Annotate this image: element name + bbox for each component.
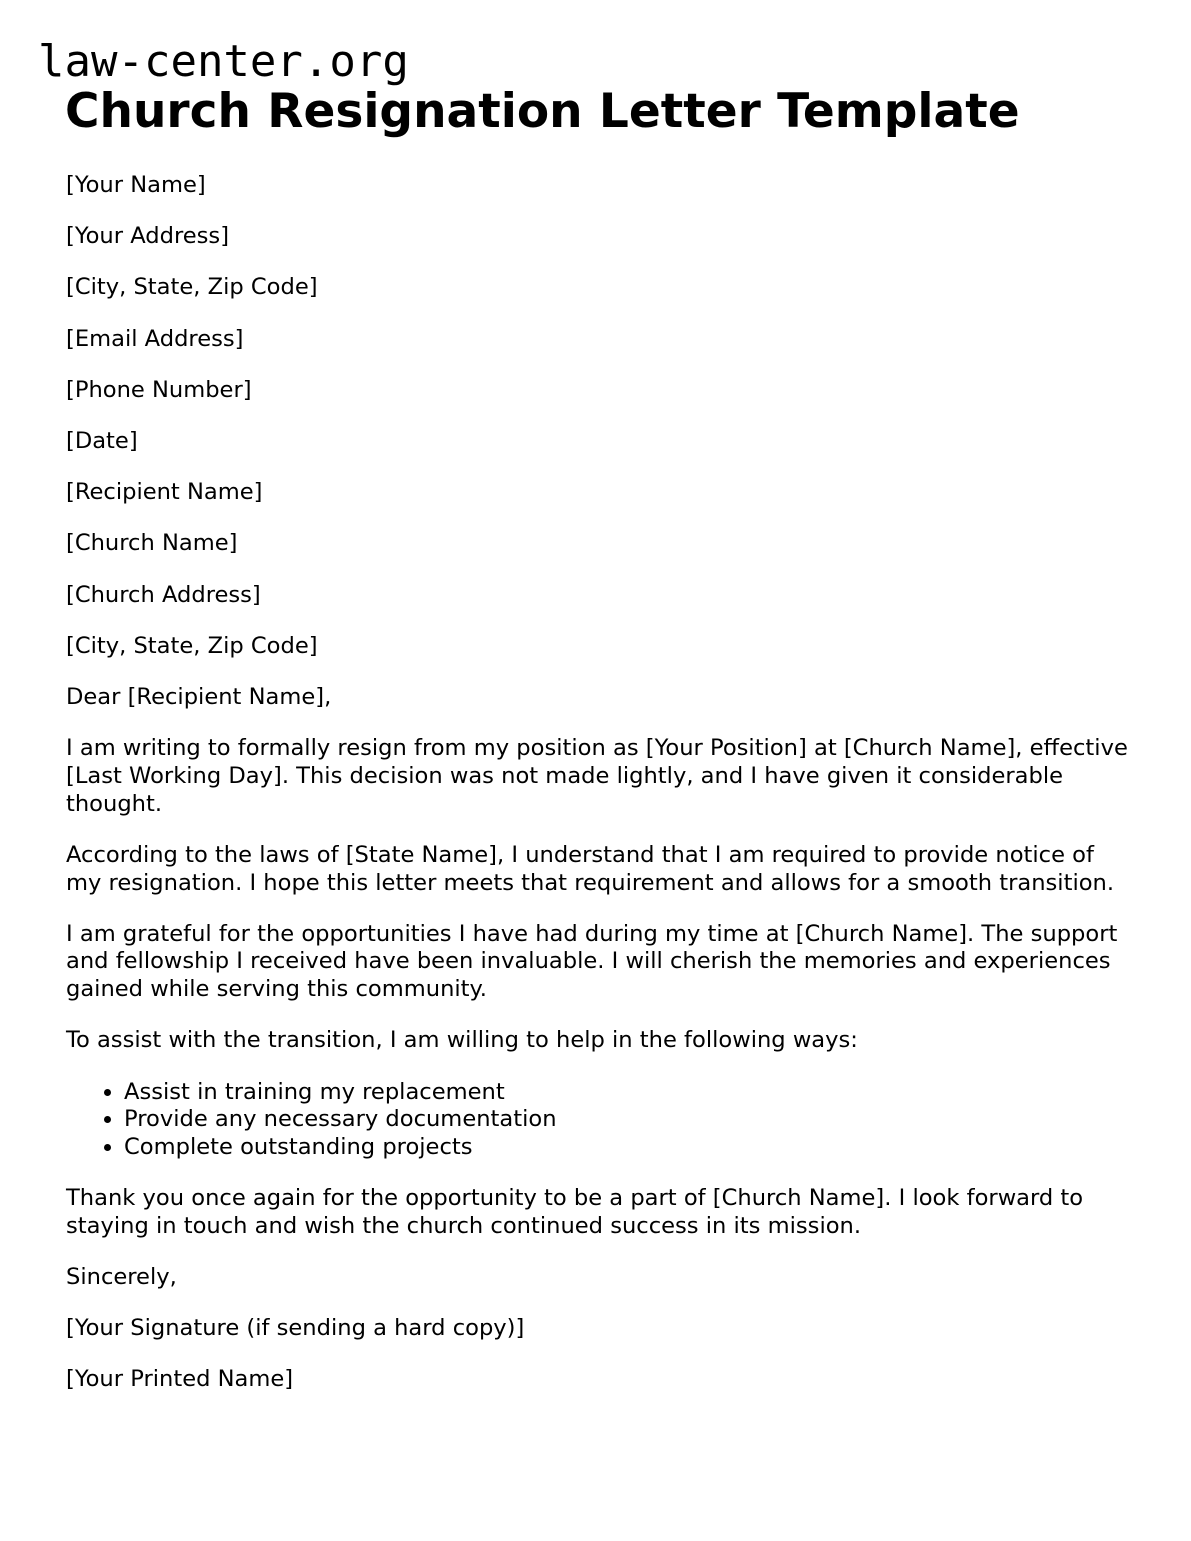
list-item: • Provide any necessary documentation [124, 1106, 1136, 1134]
paragraph-gratitude: I am grateful for the opportunities I have had during my time at [Church Name]. The support and fellowship I received have been invaluable. I will cherish the memories and experiences gained while serving this community. [66, 920, 1118, 1003]
list-item: • Assist in training my replacement [124, 1079, 1136, 1107]
sender-city-state-zip: [City, State, Zip Code] [66, 274, 318, 301]
letter-date: [Date] [66, 428, 138, 455]
sender-name: [Your Name] [66, 172, 206, 198]
paragraph-transition: To assist with the transition, I am willing to help in the following ways: [66, 1027, 858, 1054]
recipient-name: [Recipient Name] [66, 479, 263, 506]
salutation: Dear [Recipient Name], [66, 684, 332, 711]
recipient-city-state-zip: [City, State, Zip Code] [66, 632, 318, 659]
sender-email: [Email Address] [66, 325, 244, 352]
page-title: Church Resignation Letter Template [65, 84, 1020, 139]
signature: [Your Signature (if sending a hard copy)] [66, 1315, 525, 1342]
recipient-church: [Church Name] [66, 530, 238, 557]
paragraph-notice: According to the laws of [State Name], I understand that I am required to provide notice of my resignation. I hope this letter meets that requirement and allows for a smooth transition. [66, 841, 1115, 896]
help-list [66, 1079, 1136, 1162]
sign-off: Sincerely, [66, 1264, 177, 1291]
printed-name: [Your Printed Name] [66, 1366, 294, 1393]
recipient-address: [Church Address] [66, 581, 261, 608]
sender-phone: [Phone Number] [66, 376, 252, 403]
site-watermark: law-center.org [38, 36, 409, 87]
paragraph-closing: Thank you once again for the opportunity to be a part of [Church Name]. I look forward to staying in touch and wish the church continued success in its mission. [66, 1185, 1084, 1239]
sender-address: [Your Address] [66, 223, 230, 250]
list-item: • Complete outstanding projects [124, 1134, 1136, 1162]
letter-body [66, 172, 1136, 1418]
paragraph-resignation: I am writing to formally resign from my position as [Your Position] at [Church Name], effective [Last Working Day]. This decision was not made lightly, and I have given it considerable thought. [66, 735, 1128, 817]
